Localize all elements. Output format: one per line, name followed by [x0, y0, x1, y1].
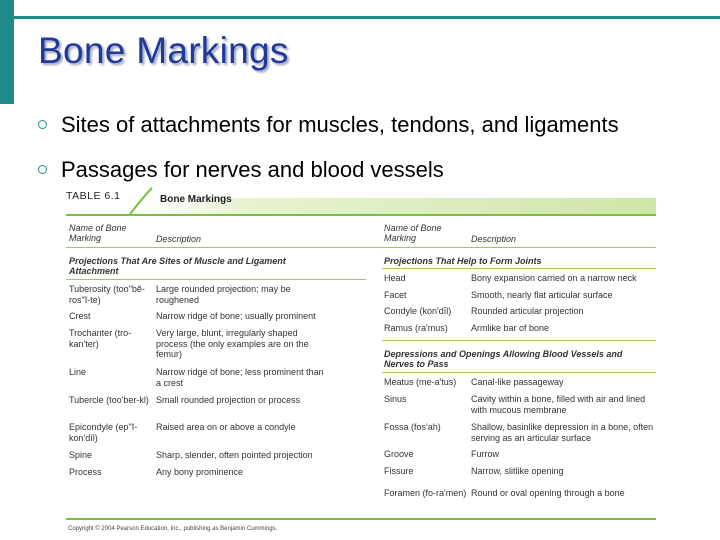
slide-accent-bar [0, 0, 14, 104]
left-row-desc: Large rounded projection; may be roughened [156, 284, 291, 305]
left-row-name: Trochanter (tro-kan'ter) [69, 328, 132, 349]
right-row-name: Ramus (ra'mus) [384, 323, 448, 333]
right-row-name: Groove [384, 449, 414, 459]
copyright-footer: Copyright © 2004 Pearson Education, Inc., publishing as Benjamin Cummings. [68, 526, 278, 532]
left-row-name: Tuberosity (too"bĕ-ros"ĭ-te) [69, 284, 145, 305]
left-row-desc: Sharp, slender, often pointed projection [156, 450, 313, 460]
left-row-desc: Narrow ridge of bone; less prominent than a crest [156, 367, 324, 388]
right-row-desc: Narrow, slitlike opening [471, 466, 564, 476]
bullet-circle-icon [38, 165, 47, 174]
left-row-name: Epicondyle (ep"ĭ-kon'dīl) [69, 422, 138, 443]
right-header-name: Name of Bone Marking [384, 223, 442, 243]
left-header-description: Description [156, 234, 202, 244]
left-row-desc: Very large, blunt, irregularly shaped process (the only examples are on the femur) [156, 328, 309, 359]
table-top-rule [66, 214, 656, 216]
table-caption: TABLE 6.1 [66, 190, 121, 202]
left-row-name: Tubercle (too'ber-kl) [69, 395, 149, 405]
left-section-title: Projections That Are Sites of Muscle and Ligament Attachment [69, 256, 286, 276]
header-rule [66, 247, 656, 248]
right-row-desc: Canal-like passageway [471, 377, 564, 387]
right-section2-top-rule [382, 340, 656, 341]
right-section2-rule [382, 372, 656, 373]
slide-title: Bone Markings [38, 30, 289, 71]
table-title: Bone Markings [160, 194, 232, 205]
right-row-desc: Armlike bar of bone [471, 323, 550, 333]
left-row-name: Spine [69, 450, 93, 460]
bullet-item [38, 157, 444, 183]
right-section1-title: Projections That Help to Form Joints [384, 256, 542, 266]
bullet-circle-icon [38, 120, 47, 129]
right-row-desc: Bony expansion carried on a narrow neck [471, 273, 637, 283]
right-row-desc: Rounded articular projection [471, 306, 584, 316]
left-row-desc: Raised area on or above a condyle [156, 422, 296, 432]
right-row-desc: Smooth, nearly flat articular surface [471, 290, 613, 300]
right-row-name: Foramen (fo-ra'men) [384, 488, 467, 498]
right-row-desc: Round or oval opening through a bone [471, 488, 625, 498]
bullet-item [38, 112, 619, 138]
left-row-desc: Any bony prominence [156, 467, 244, 477]
right-section1-rule [382, 268, 656, 269]
left-row-desc: Small rounded projection or process [156, 395, 301, 405]
right-row-name: Sinus [384, 394, 407, 404]
left-row-desc: Narrow ridge of bone; usually prominent [156, 311, 316, 321]
bullet-text: Sites of attachments for muscles, tendons, and ligaments [61, 112, 619, 137]
slide-top-rule [14, 16, 720, 19]
right-row-name: Condyle (kon'dīl) [384, 306, 452, 316]
right-row-name: Facet [384, 290, 407, 300]
right-row-name: Fossa (fos'ah) [384, 422, 441, 432]
left-header-name: Name of Bone Marking [69, 223, 127, 243]
right-section2-title: Depressions and Openings Allowing Blood Vessels and Nerves to Pass [384, 349, 623, 369]
left-row-name: Line [69, 367, 87, 377]
right-header-description: Description [471, 234, 517, 244]
right-row-name: Fissure [384, 466, 414, 476]
right-row-name: Meatus (me-a'tus) [384, 377, 457, 387]
bullet-text: Passages for nerves and blood vessels [61, 157, 444, 182]
right-row-desc: Shallow, basinlike depression in a bone, often serving as an articular surface [471, 422, 654, 443]
left-section-rule [66, 279, 366, 280]
table-bottom-rule [66, 518, 656, 520]
right-row-desc: Furrow [471, 449, 500, 459]
bone-markings-table-image [66, 186, 656, 536]
left-row-name: Crest [69, 311, 91, 321]
right-row-desc: Cavity within a bone, filled with air and lined with mucous membrane [471, 394, 646, 415]
right-row-name: Head [384, 273, 406, 283]
left-row-name: Process [69, 467, 102, 477]
